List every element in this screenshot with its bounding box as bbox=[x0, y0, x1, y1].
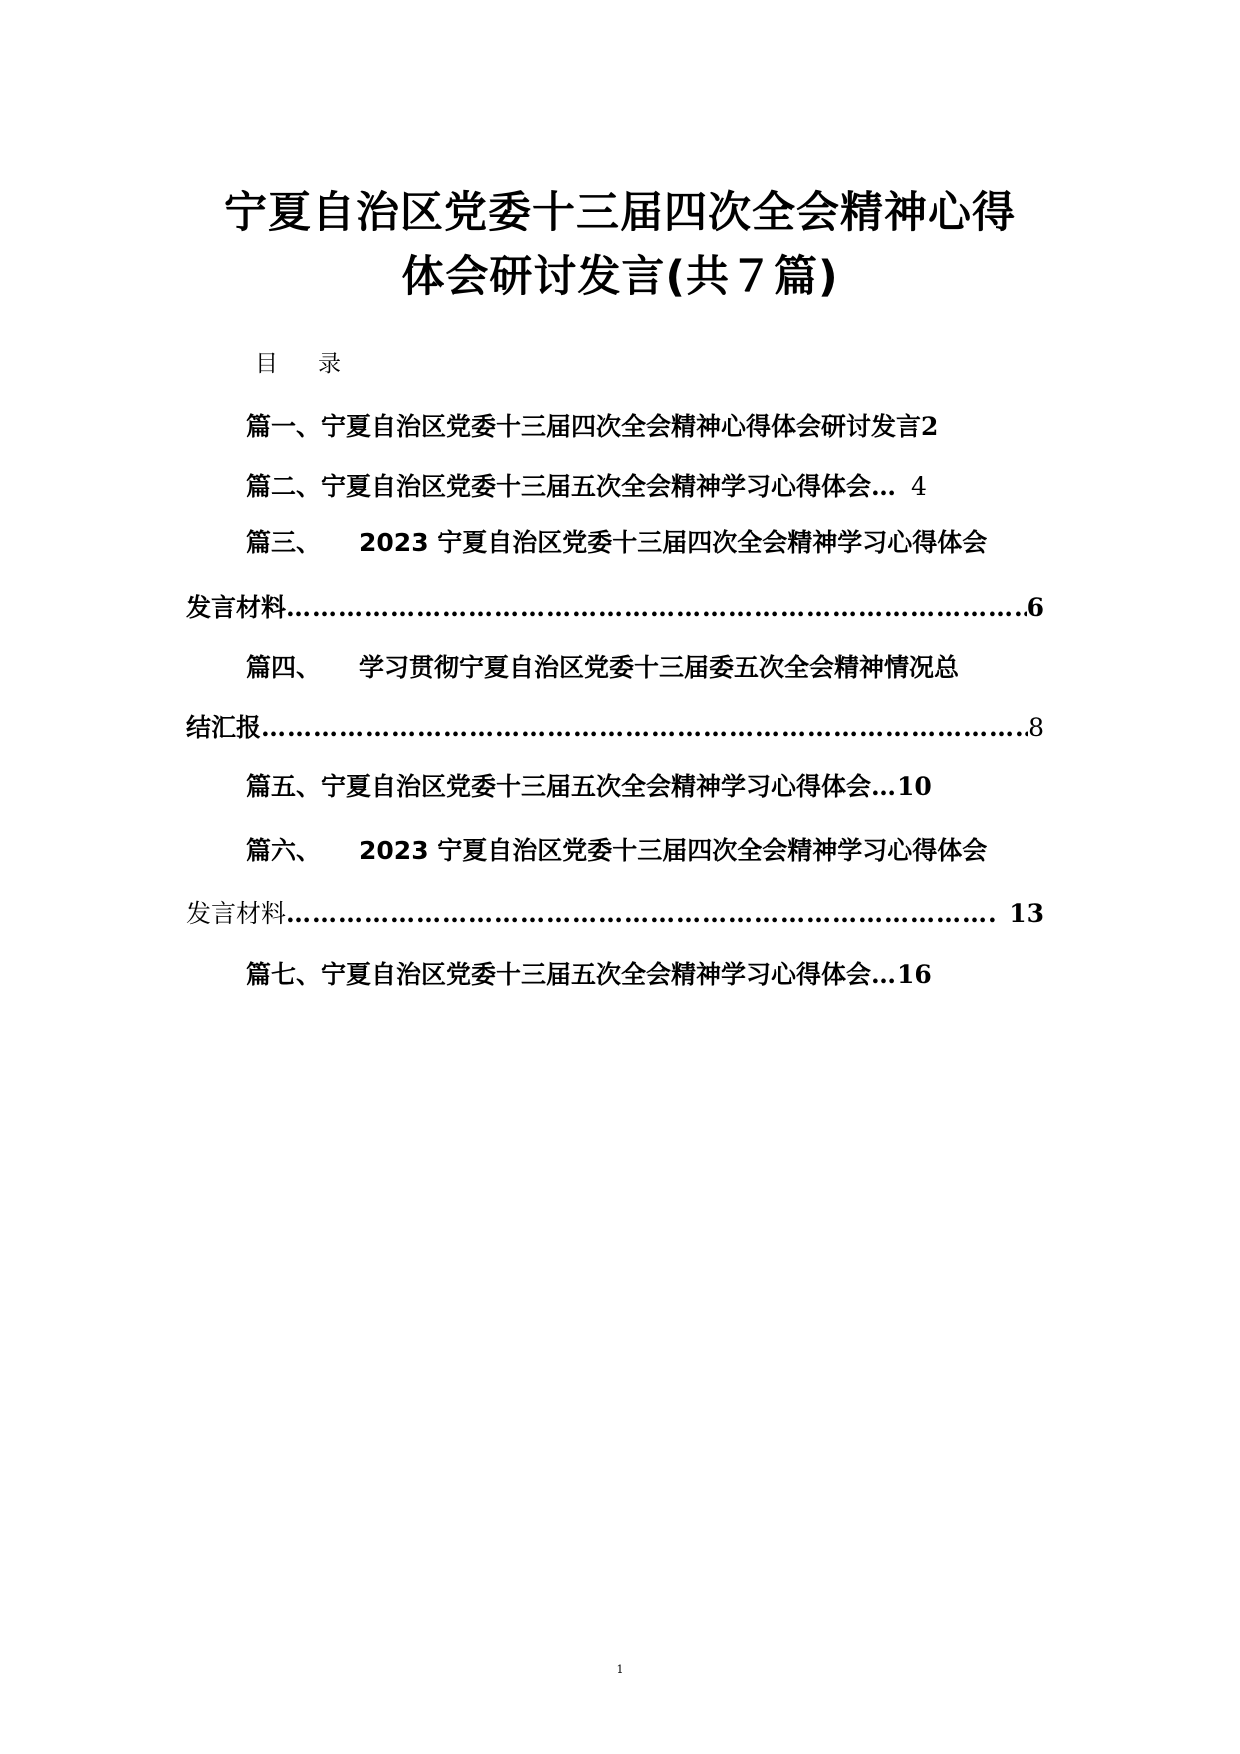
toc-entry-1-prefix: 篇一、 bbox=[246, 412, 322, 441]
toc-entry-3-prefix: 篇三、 bbox=[246, 528, 322, 557]
document-title-line-1: 宁夏自治区党委十三届四次全会精神心得 bbox=[224, 188, 1016, 238]
toc-entry-6-page: 13 bbox=[1009, 899, 1044, 928]
toc-entry-7-page: 16 bbox=[897, 960, 932, 989]
toc-entry-4-continuation[interactable] bbox=[186, 708, 1044, 748]
toc-entry-1-page: 2 bbox=[921, 412, 939, 441]
toc-entry-3-continuation[interactable] bbox=[186, 588, 1044, 628]
toc-entry-7[interactable] bbox=[246, 955, 1046, 995]
toc-entry-4[interactable] bbox=[246, 648, 1046, 688]
toc-entry-6-continuation-text: 发言材料 bbox=[186, 899, 287, 928]
toc-entry-7-prefix: 篇七、 bbox=[246, 960, 322, 989]
page-number: 1 bbox=[616, 1663, 624, 1676]
toc-entry-2-title: 宁夏自治区党委十三届五次全会精神学习心得体会 bbox=[321, 472, 872, 501]
toc-entry-5-page: 10 bbox=[897, 772, 932, 801]
toc-entry-5-title: 宁夏自治区党委十三届五次全会精神学习心得体会 bbox=[321, 772, 872, 801]
toc-entry-4-title: 学习贯彻宁夏自治区党委十三届委五次全会精神情况总 bbox=[359, 653, 960, 682]
toc-entry-1-title: 宁夏自治区党委十三届四次全会精神心得体会研讨发言 bbox=[321, 412, 922, 441]
toc-entry-4-page: 8 bbox=[1028, 713, 1044, 742]
toc-entry-6-prefix: 篇六、 bbox=[246, 836, 322, 865]
toc-entry-3-leader bbox=[286, 588, 1027, 628]
toc-entry-5[interactable] bbox=[246, 767, 1046, 807]
toc-entry-3-title: 2023 宁夏自治区党委十三届四次全会精神学习心得体会 bbox=[359, 528, 988, 557]
toc-entry-7-leader bbox=[871, 955, 897, 995]
toc-entry-3[interactable] bbox=[246, 523, 1046, 563]
toc-entry-3-continuation-text: 发言材料 bbox=[186, 593, 287, 622]
toc-entry-6-leader bbox=[286, 894, 995, 934]
toc-entry-2-prefix: 篇二、 bbox=[246, 472, 322, 501]
toc-entry-5-prefix: 篇五、 bbox=[246, 772, 322, 801]
toc-entry-4-continuation-text: 结汇报 bbox=[186, 713, 262, 742]
toc-entry-4-leader bbox=[261, 708, 1028, 748]
toc-entry-6-continuation[interactable] bbox=[186, 894, 1044, 934]
toc-entry-1[interactable] bbox=[246, 407, 1058, 447]
document-title-line-2: 体会研讨发言(共７篇) bbox=[401, 252, 839, 302]
toc-entry-6[interactable] bbox=[246, 831, 1046, 871]
toc-entry-2-leader bbox=[871, 467, 897, 507]
toc-entry-2-page: 4 bbox=[911, 472, 927, 501]
toc-entry-7-title: 宁夏自治区党委十三届五次全会精神学习心得体会 bbox=[321, 960, 872, 989]
toc-entry-2[interactable] bbox=[246, 467, 1046, 507]
toc-entry-6-title: 2023 宁夏自治区党委十三届四次全会精神学习心得体会 bbox=[359, 836, 988, 865]
toc-heading: 目录 bbox=[255, 351, 381, 377]
toc-entry-4-prefix: 篇四、 bbox=[246, 653, 322, 682]
toc-entry-3-page: 6 bbox=[1026, 593, 1044, 622]
toc-entry-5-leader bbox=[871, 767, 897, 807]
